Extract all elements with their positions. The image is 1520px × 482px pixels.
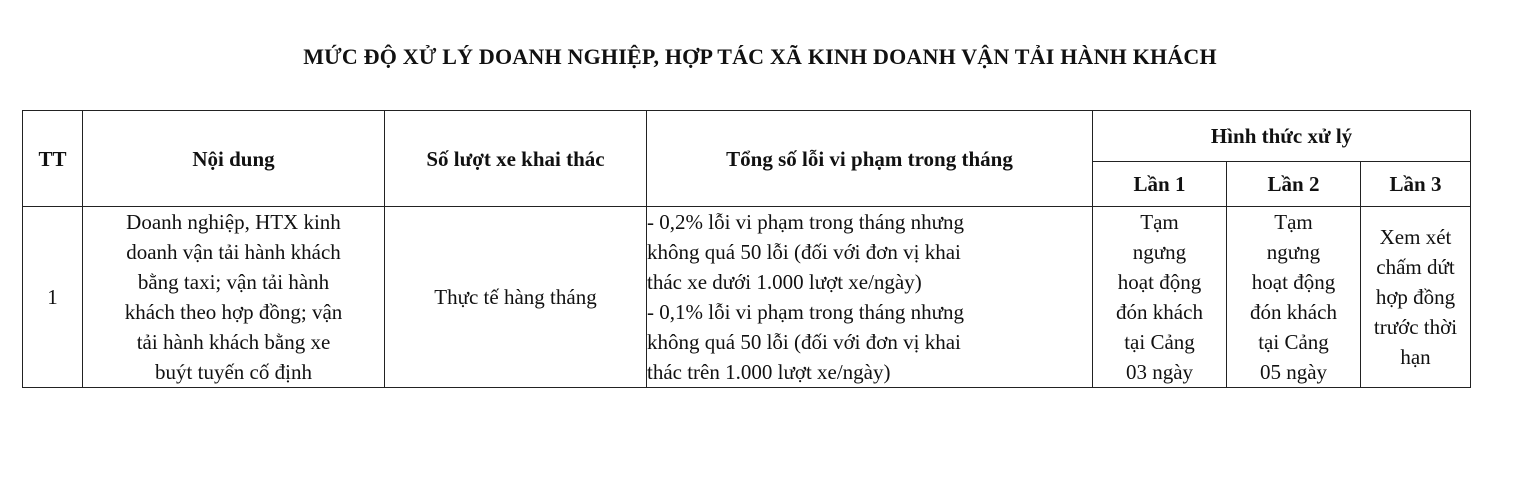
- step-3-line: chấm dứt: [1376, 255, 1455, 279]
- step-1-line: hoạt động: [1117, 270, 1202, 294]
- violation-line: không quá 50 lỗi (đối với đơn vị khai: [647, 240, 961, 264]
- content-line: doanh vận tải hành khách: [126, 240, 341, 264]
- header-row-top: [23, 111, 1471, 162]
- step-1-line: ngưng: [1132, 240, 1187, 264]
- step-3-line: Xem xét: [1379, 225, 1452, 249]
- content-line: buýt tuyến cố định: [155, 360, 312, 384]
- cell-tt: 1: [23, 207, 83, 388]
- step-2-line: hoạt động: [1251, 270, 1336, 294]
- step-1-line: đón khách: [1116, 300, 1203, 324]
- document-title: MỨC ĐỘ XỬ LÝ DOANH NGHIỆP, HỢP TÁC XÃ KINH DOANH VẬN TẢI HÀNH KHÁCH: [303, 44, 1217, 69]
- header-step-3: Lần 3: [1361, 162, 1471, 207]
- violation-line: thác xe dưới 1.000 lượt xe/ngày): [647, 270, 922, 294]
- step-3-line: hợp đồng: [1375, 285, 1456, 309]
- step-3-line: hạn: [1400, 345, 1431, 369]
- cell-violations: [647, 207, 1093, 388]
- header-trips: Số lượt xe khai thác: [385, 111, 647, 207]
- handling-level-table: [22, 110, 1471, 388]
- header-violations: Tổng số lỗi vi phạm trong tháng: [647, 111, 1093, 207]
- content-line: Doanh nghiệp, HTX kinh: [126, 210, 341, 234]
- step-2-line: đón khách: [1250, 300, 1337, 324]
- header-content: Nội dung: [83, 111, 385, 207]
- step-2-line: Tạm: [1274, 210, 1313, 234]
- header-tt: TT: [23, 111, 83, 207]
- violation-line: thác trên 1.000 lượt xe/ngày): [647, 360, 891, 384]
- content-line: tải hành khách bằng xe: [136, 330, 331, 354]
- header-handling: Hình thức xử lý: [1093, 111, 1471, 162]
- violation-line: - 0,1% lỗi vi phạm trong tháng nhưng: [647, 300, 965, 324]
- cell-content: [83, 207, 385, 388]
- header-step-2: Lần 2: [1227, 162, 1361, 207]
- violation-line: không quá 50 lỗi (đối với đơn vị khai: [647, 330, 961, 354]
- step-3-line: trước thời: [1373, 315, 1458, 339]
- cell-step-2: [1227, 207, 1361, 388]
- table-row: [23, 207, 1471, 388]
- step-1-line: Tạm: [1140, 210, 1179, 234]
- content-line: khách theo hợp đồng; vận: [124, 300, 343, 324]
- step-2-line: 05 ngày: [1259, 360, 1328, 384]
- cell-step-1: [1093, 207, 1227, 388]
- cell-step-3: [1361, 207, 1471, 388]
- step-1-line: tại Cảng: [1124, 330, 1195, 354]
- step-2-line: tại Cảng: [1258, 330, 1329, 354]
- step-2-line: ngưng: [1266, 240, 1321, 264]
- header-step-1: Lần 1: [1093, 162, 1227, 207]
- violation-line: - 0,2% lỗi vi phạm trong tháng nhưng: [647, 210, 965, 234]
- cell-trips: Thực tế hàng tháng: [385, 207, 647, 388]
- step-1-line: 03 ngày: [1125, 360, 1194, 384]
- content-line: bằng taxi; vận tải hành: [137, 270, 330, 294]
